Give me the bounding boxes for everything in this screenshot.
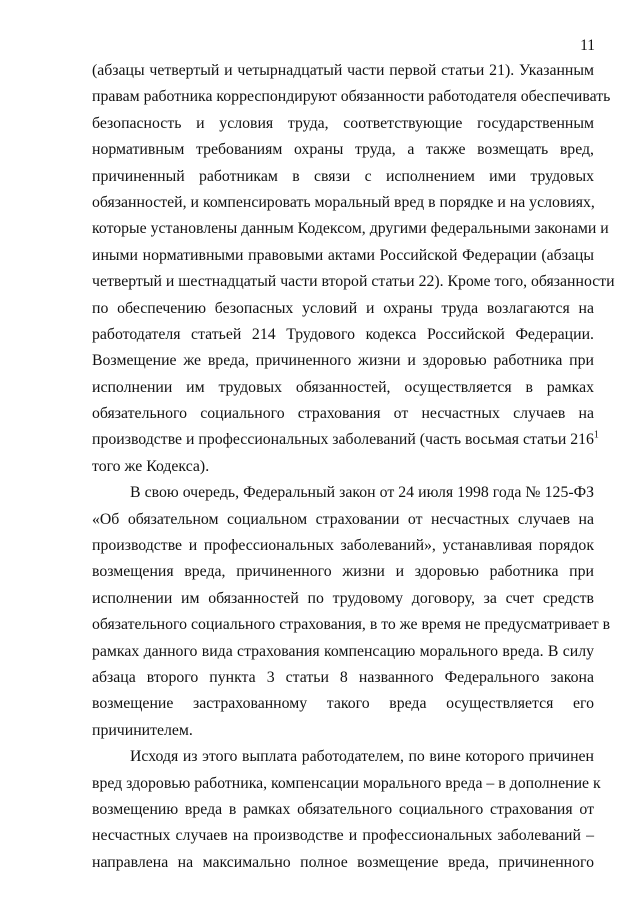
text-line: абзаца второго пункта 3 статьи 8 названного Федерального закона: [92, 668, 594, 686]
text-line: нормативным требованиям охраны труда, а также возмещать вред,: [92, 141, 594, 159]
text-line: правам работника корреспондируют обязанности работодателя обеспечивать: [92, 88, 611, 106]
text-line: исполнении им трудовых обязанностей, осуществляется в рамках: [92, 378, 594, 396]
text-line: В свою очередь, Федеральный закон от 24 июля 1998 года № 125-ФЗ: [130, 484, 594, 502]
text-line: рамках данного вида страхования компенсацию морального вреда. В силу: [92, 642, 594, 660]
text-line: по обеспечению безопасных условий и охраны труда возлагаются на: [92, 299, 594, 317]
text-line: «Об обязательном социальном страховании от несчастных случаев на: [92, 510, 594, 528]
text-line: производстве и профессиональных заболеваний», устанавливая порядок: [92, 537, 594, 555]
text-line: иными нормативными правовыми актами Российской Федерации (абзацы: [92, 246, 594, 264]
text-line: безопасность и условия труда, соответствующие государственным: [92, 114, 594, 132]
text-line: Исходя из этого выплата работодателем, по вине которого причинен: [130, 748, 594, 766]
text-line: Возмещение же вреда, причиненного жизни и здоровью работника при: [92, 352, 594, 370]
superscript: 1: [593, 430, 599, 442]
text-line: работодателя статьей 214 Трудового кодекса Российской Федерации.: [92, 325, 594, 343]
text-line: того же Кодекса).: [92, 457, 210, 475]
text-line: направлена на максимально полное возмещение вреда, причиненного: [92, 853, 594, 871]
text-line: исполнении им обязанностей по трудовому договору, за счет средств: [92, 589, 594, 607]
text-line: обязательного социального страхования от несчастных случаев на: [92, 405, 594, 423]
text-line: четвертый и шестнадцатый части второй статьи 22). Кроме того, обязанности: [92, 273, 615, 291]
text-line: возмещению вреда в рамках обязательного социального страхования от: [92, 800, 594, 818]
text-line: несчастных случаев на производстве и профессиональных заболеваний –: [92, 827, 594, 845]
text-line: которые установлены данным Кодексом, другими федеральными законами и: [92, 220, 609, 238]
text-line-with-footnote: [92, 427, 599, 453]
text-line: причинителем.: [92, 721, 193, 739]
document-body: [92, 58, 615, 876]
text-line: обязательного социального страхования, в то же время не предусматривает в: [92, 616, 611, 634]
text-line: возмещения вреда, причиненного жизни и здоровью работника при: [92, 563, 594, 581]
text-line: возмещение застрахованному такого вреда осуществляется его: [92, 695, 594, 713]
text-line: причиненный работникам в связи с исполнением ими трудовых: [92, 167, 594, 185]
text-line: обязанностей, и компенсировать моральный вред в порядке и на условиях,: [92, 193, 595, 211]
text-line: (абзацы четвертый и четырнадцатый части первой статьи 21). Указанным: [92, 62, 594, 79]
page-number: 11: [580, 37, 595, 54]
text-line: вред здоровью работника, компенсации морального вреда – в дополнение к: [92, 774, 601, 792]
text-line-content: производстве и профессиональных заболеваний (часть восьмая статьи 216: [92, 431, 594, 449]
